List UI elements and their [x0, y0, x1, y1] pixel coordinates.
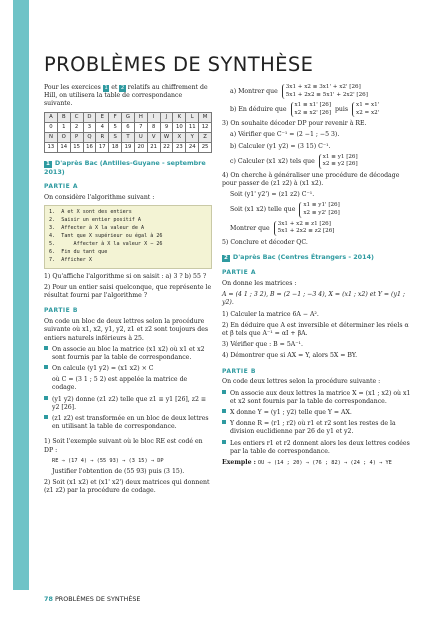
page-side-band: [13, 0, 29, 590]
question-4: 4) On cherche à généraliser une procédure de décodage pour passer de (z1 z2) à (x1 x2).: [222, 171, 400, 188]
table-cell: N: [45, 132, 58, 142]
list-item: Les entiers r1 et r2 donnent alors les deux lettres codées par la table de correspondance.: [222, 440, 412, 456]
table-row: [45, 112, 212, 122]
table-cell: 9: [160, 122, 173, 132]
right-column: [222, 84, 412, 470]
matrices-definition: A = (4 1 ; 3 2), B = (2 −1 ; −3 4), X = (x1 ; x2) et Y = (y1 ; y2).: [222, 291, 405, 307]
part-a-label: PARTIE A: [44, 183, 78, 191]
part-b-intro: On code deux lettres selon la procédure suivante :: [222, 378, 381, 386]
question-a3: 3) Vérifier que : B = 5A⁻¹.: [222, 341, 303, 349]
left-column: [44, 84, 212, 498]
table-cell: U: [134, 132, 147, 142]
page-footer: [44, 595, 140, 603]
equation-system: 3x1 + x2 ≡ 3x1' + x2' [26] 5x1 + 2x2 ≡ 5x1' + 2x2' [26]: [282, 84, 368, 99]
table-row: [45, 132, 212, 142]
table-cell: A: [45, 112, 58, 122]
table-cell: 0: [45, 122, 58, 132]
exercise-2-heading: 2 D'après Bac (Centres Étrangers - 2014): [224, 252, 374, 261]
list-item: On associe au bloc la matrice (x1 x2) où x1 et x2 sont fournis par la table de correspondance.: [44, 346, 212, 362]
question-a1: 1) Calculer la matrice 6A − A².: [222, 310, 319, 318]
question-4a: Soit (y1' y2') = (z1 z2) C⁻¹.: [230, 191, 315, 199]
algo-line: 1. A et X sont des entiers: [49, 209, 132, 216]
bullet-icon: [222, 440, 226, 444]
coding-example: RE → (17 4) → (55 93) → (3 15) → DP: [52, 457, 164, 464]
table-cell: I: [147, 112, 160, 122]
table-cell: C: [70, 112, 83, 122]
table-cell: 15: [70, 142, 83, 152]
example-label: Exemple :: [222, 458, 256, 466]
table-cell: K: [173, 112, 186, 122]
example-chain: OU → (14 ; 20) → (76 ; 82) → (24 ; 4) → YE: [257, 459, 392, 466]
list-item-cont: où C = (3 1 ; 5 2) est appelée la matrice de codage.: [52, 376, 188, 392]
bullet-icon: [44, 415, 48, 419]
table-cell: T: [122, 132, 135, 142]
question-4c: Montrer que 3x1 + x2 ≡ z1 [26] 5x1 + 2x2 ≡ z2 [26]: [230, 220, 335, 235]
table-cell: R: [96, 132, 109, 142]
table-cell: B: [57, 112, 70, 122]
page-title: PROBLÈMES DE SYNTHÈSE: [44, 53, 314, 76]
algo-line: 5. Affecter à X la valeur X − 26: [49, 240, 163, 247]
bullet-icon: [44, 365, 48, 369]
algo-line: 6. Fin du tant que: [49, 248, 108, 255]
table-cell: Z: [199, 132, 212, 142]
bullet-icon: [222, 409, 226, 413]
table-cell: Q: [83, 132, 96, 142]
table-cell: 20: [134, 142, 147, 152]
table-cell: 18: [109, 142, 122, 152]
question-a4: 4) Démontrer que si AX = Y, alors 5X = BY.: [222, 352, 358, 360]
table-cell: M: [199, 112, 212, 122]
exercise-number: 1: [46, 160, 50, 167]
list-item: On associe aux deux lettres la matrice X = (x1 ; x2) où x1 et x2 sont fournis par la table de correspondance.: [222, 390, 412, 406]
table-cell: H: [134, 112, 147, 122]
table-cell: E: [96, 112, 109, 122]
table-cell: P: [70, 132, 83, 142]
table-cell: 14: [57, 142, 70, 152]
question-1: 1) Qu'affiche l'algorithme si on saisit : a) 3 ? b) 55 ?: [44, 272, 207, 280]
equation-system: 3x1 + x2 ≡ z1 [26] 5x1 + 2x2 ≡ z2 [26]: [274, 221, 335, 236]
exercise-number: 2: [224, 254, 228, 261]
table-cell: 2: [70, 122, 83, 132]
algo-line: 7. Afficher X: [49, 256, 92, 263]
table-cell: 5: [109, 122, 122, 132]
table-cell: 23: [173, 142, 186, 152]
bullet-icon: [44, 396, 48, 400]
exercise-ref-2: 2: [120, 85, 125, 91]
list-item: (y1 y2) donne (z1 z2) telle que z1 ≡ y1 [26], z2 ≡ y2 [26].: [44, 396, 212, 412]
equation-system: x1 ≡ x1' [26] x2 ≡ x2' [26]: [291, 102, 331, 117]
question-a2: 2) En déduire que A est inversible et déterminer les réels α et β tels que A⁻¹ = αI + βA.: [222, 321, 409, 337]
question-a: a) Montrer que 3x1 + x2 ≡ 3x1' + x2' [26] 5x1 + 2x2 ≡ 5x1' + 2x2' [26]: [230, 84, 368, 98]
question-3a: a) Vérifier que C⁻¹ = (2 −1 ; −5 3).: [230, 131, 340, 139]
part-a-label: PARTIE A: [222, 269, 256, 277]
algo-line: 2. Saisir un entier positif A: [49, 217, 142, 224]
question-3b: b) Calculer (y1 y2) = (3 15) C⁻¹.: [230, 142, 331, 150]
table-cell: 17: [96, 142, 109, 152]
bullet-icon: [44, 346, 48, 350]
part-b-intro: On code un bloc de deux lettres selon la procédure suivante où x1, x2, y1, y2, z1 et z2 sont toujours des entiers naturels inférieurs à 25.: [44, 318, 209, 342]
table-cell: 16: [83, 142, 96, 152]
bullet-icon: [222, 390, 226, 394]
table-cell: D: [83, 112, 96, 122]
table-cell: L: [186, 112, 199, 122]
bullet-icon: [222, 420, 226, 424]
table-cell: 10: [173, 122, 186, 132]
table-row: [45, 122, 212, 132]
part-b-label: PARTIE B: [222, 367, 256, 375]
table-cell: 6: [122, 122, 135, 132]
table-cell: O: [57, 132, 70, 142]
equation-system: x1 ≡ y1' [26] x2 ≡ y2' [26]: [299, 202, 339, 217]
table-cell: 7: [134, 122, 147, 132]
equation-system: x1 = x1' x2 = x2': [352, 102, 379, 117]
question-3c: c) Calculer (x1 x2) tels que x1 ≡ y1 [26] x2 ≡ y2 [26]: [230, 153, 358, 168]
question-5: 5) Conclure et décoder QC.: [222, 238, 308, 246]
table-cell: 19: [122, 142, 135, 152]
list-item: Y donne R = (r1 ; r2) où r1 et r2 sont les restes de la division euclidienne par 26 de y1 et y2.: [222, 420, 412, 436]
page-number: 78: [44, 595, 53, 603]
algorithm-box: [44, 205, 212, 268]
exercise-ref-1: 1: [104, 85, 108, 91]
question-4b: Soit (x1 x2) telle que x1 ≡ y1' [26] x2 ≡ y2' [26]: [230, 202, 340, 216]
table-cell: J: [160, 112, 173, 122]
table-cell: 12: [199, 122, 212, 132]
table-cell: 21: [147, 142, 160, 152]
algo-line: 3. Affecter à X la valeur de A: [49, 225, 145, 232]
question-b1: 1) Soit l'exemple suivant où le bloc RE est codé en DP :: [44, 438, 203, 454]
part-b-label: PARTIE B: [44, 307, 78, 315]
table-cell: 3: [83, 122, 96, 132]
equation-system: x1 ≡ y1 [26] x2 ≡ y2 [26]: [319, 154, 358, 169]
list-item: On calcule (y1 y2) = (x1 x2) × C: [44, 365, 212, 373]
table-cell: G: [122, 112, 135, 122]
exercise-1-heading: 1 D'après Bac (Antilles-Guyane - septembre 2013): [44, 158, 206, 176]
table-row: [45, 142, 212, 152]
question-b1-task: Justifier l'obtention de (55 93) puis (3 15).: [52, 467, 185, 475]
correspondence-table: [44, 112, 212, 153]
table-cell: X: [173, 132, 186, 142]
table-cell: 24: [186, 142, 199, 152]
question-2: 2) Pour un entier saisi quelconque, que représente le résultat fourni par l'algorithme ?: [44, 283, 212, 300]
list-item: X donne Y = (y1 ; y2) telle que Y = AX.: [222, 409, 412, 417]
question-3: 3) On souhaite décoder DP pour revenir à RE.: [222, 120, 367, 128]
list-item: (z1 z2) est transformée en un bloc de deux lettres en utilisant la table de correspondance.: [44, 415, 212, 431]
part-a-intro: On donne les matrices :: [222, 280, 297, 288]
algo-intro: On considère l'algorithme suivant :: [44, 194, 155, 202]
table-cell: V: [147, 132, 160, 142]
table-cell: 25: [199, 142, 212, 152]
table-cell: F: [109, 112, 122, 122]
question-b2: 2) Soit (x1 x2) et (x1' x2') deux matrices qui donnent (z1 z2) par la procédure de codage.: [44, 478, 210, 495]
intro-paragraph: Pour les exercices 1 et 2 relatifs au chiffrement de Hill, on utilisera la table de correspondance suivante.: [44, 84, 208, 108]
table-cell: 13: [45, 142, 58, 152]
table-cell: 8: [147, 122, 160, 132]
example: [222, 459, 412, 467]
table-cell: 1: [57, 122, 70, 132]
table-cell: 11: [186, 122, 199, 132]
table-cell: 22: [160, 142, 173, 152]
table-cell: S: [109, 132, 122, 142]
table-cell: 4: [96, 122, 109, 132]
question-b: b) En déduire que x1 ≡ x1' [26] x2 ≡ x2' [26] puis x1 = x1' x2 = x2': [230, 102, 380, 116]
footer-label: PROBLÈMES DE SYNTHÈSE: [54, 595, 141, 603]
table-cell: W: [160, 132, 173, 142]
algo-line: 4. Tant que X supérieur ou égal à 26: [49, 233, 163, 240]
table-cell: Y: [186, 132, 199, 142]
